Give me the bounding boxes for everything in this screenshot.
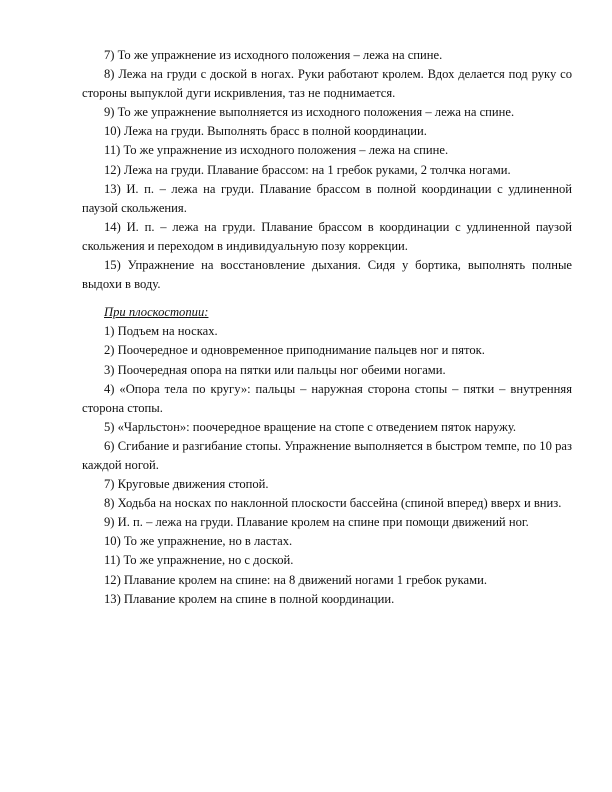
paragraph: 3) Поочередная опора на пятки или пальцы ног обеими ногами. xyxy=(104,362,446,377)
paragraph: 7) То же упражнение из исходного положения – лежа на спине. xyxy=(104,48,443,62)
paragraph: 10) То же упражнение, но в ластах. xyxy=(104,534,293,549)
paragraph: 11) То же упражнение, но с доской. xyxy=(104,553,294,568)
paragraph: 15) Упражнение на восстановление дыхания. Сидя у бортика, выполнять полные выдохи в воду. xyxy=(82,258,572,292)
paragraph: 9) То же упражнение выполняется из исходного положения – лежа на спине. xyxy=(104,105,515,120)
paragraph: 9) И. п. – лежа на груди. Плавание кролем на спине при помощи движений ног. xyxy=(104,515,529,530)
paragraph: 1) Подъем на носках. xyxy=(104,324,218,339)
paragraph: 13) И. п. – лежа на груди. Плавание брассом в полной координации с удлиненной паузой скольжения. xyxy=(82,181,572,215)
paragraph: 6) Сгибание и разгибание стопы. Упражнение выполняется в быстром темпе, по 10 раз каждой ногой. xyxy=(82,438,572,472)
paragraph: 8) Ходьба на носках по наклонной плоскости бассейна (спиной вперед) вверх и вниз. xyxy=(104,496,562,511)
paragraph: 12) Лежа на груди. Плавание брассом: на 1 гребок руками, 2 толчка ногами. xyxy=(104,162,511,177)
paragraph: 7) Круговые движения стопой. xyxy=(104,477,269,492)
paragraph: 2) Поочередное и одновременное приподнимание пальцев ног и пяток. xyxy=(104,343,485,358)
section-scoliosis-exercises xyxy=(82,46,572,294)
section-flatfoot-exercises xyxy=(82,322,572,608)
paragraph: 12) Плавание кролем на спине: на 8 движений ногами 1 гребок руками. xyxy=(104,572,487,587)
paragraph: 10) Лежа на груди. Выполнять брасс в полной координации. xyxy=(104,124,427,139)
paragraph: 13) Плавание кролем на спине в полной координации. xyxy=(104,591,395,606)
paragraph: 11) То же упражнение из исходного положения – лежа на спине. xyxy=(104,143,449,158)
paragraph: 5) «Чарльстон»: поочередное вращение на стопе с отведением пяток наружу. xyxy=(104,419,517,434)
section-heading: При плоскостопии: xyxy=(104,305,209,320)
paragraph: 14) И. п. – лежа на груди. Плавание брассом в координации с удлиненной паузой скольжения и переходом в индивидуальную позу коррекции. xyxy=(82,219,572,253)
paragraph: 4) «Опора тела по кругу»: пальцы – наружная сторона стопы – пятки – внутренняя сторона стопы. xyxy=(82,381,572,415)
paragraph: 8) Лежа на груди с доской в ногах. Руки работают кролем. Вдох делается под руку со стороны выпуклой дуги искривления, таз не поднимается. xyxy=(82,67,572,101)
